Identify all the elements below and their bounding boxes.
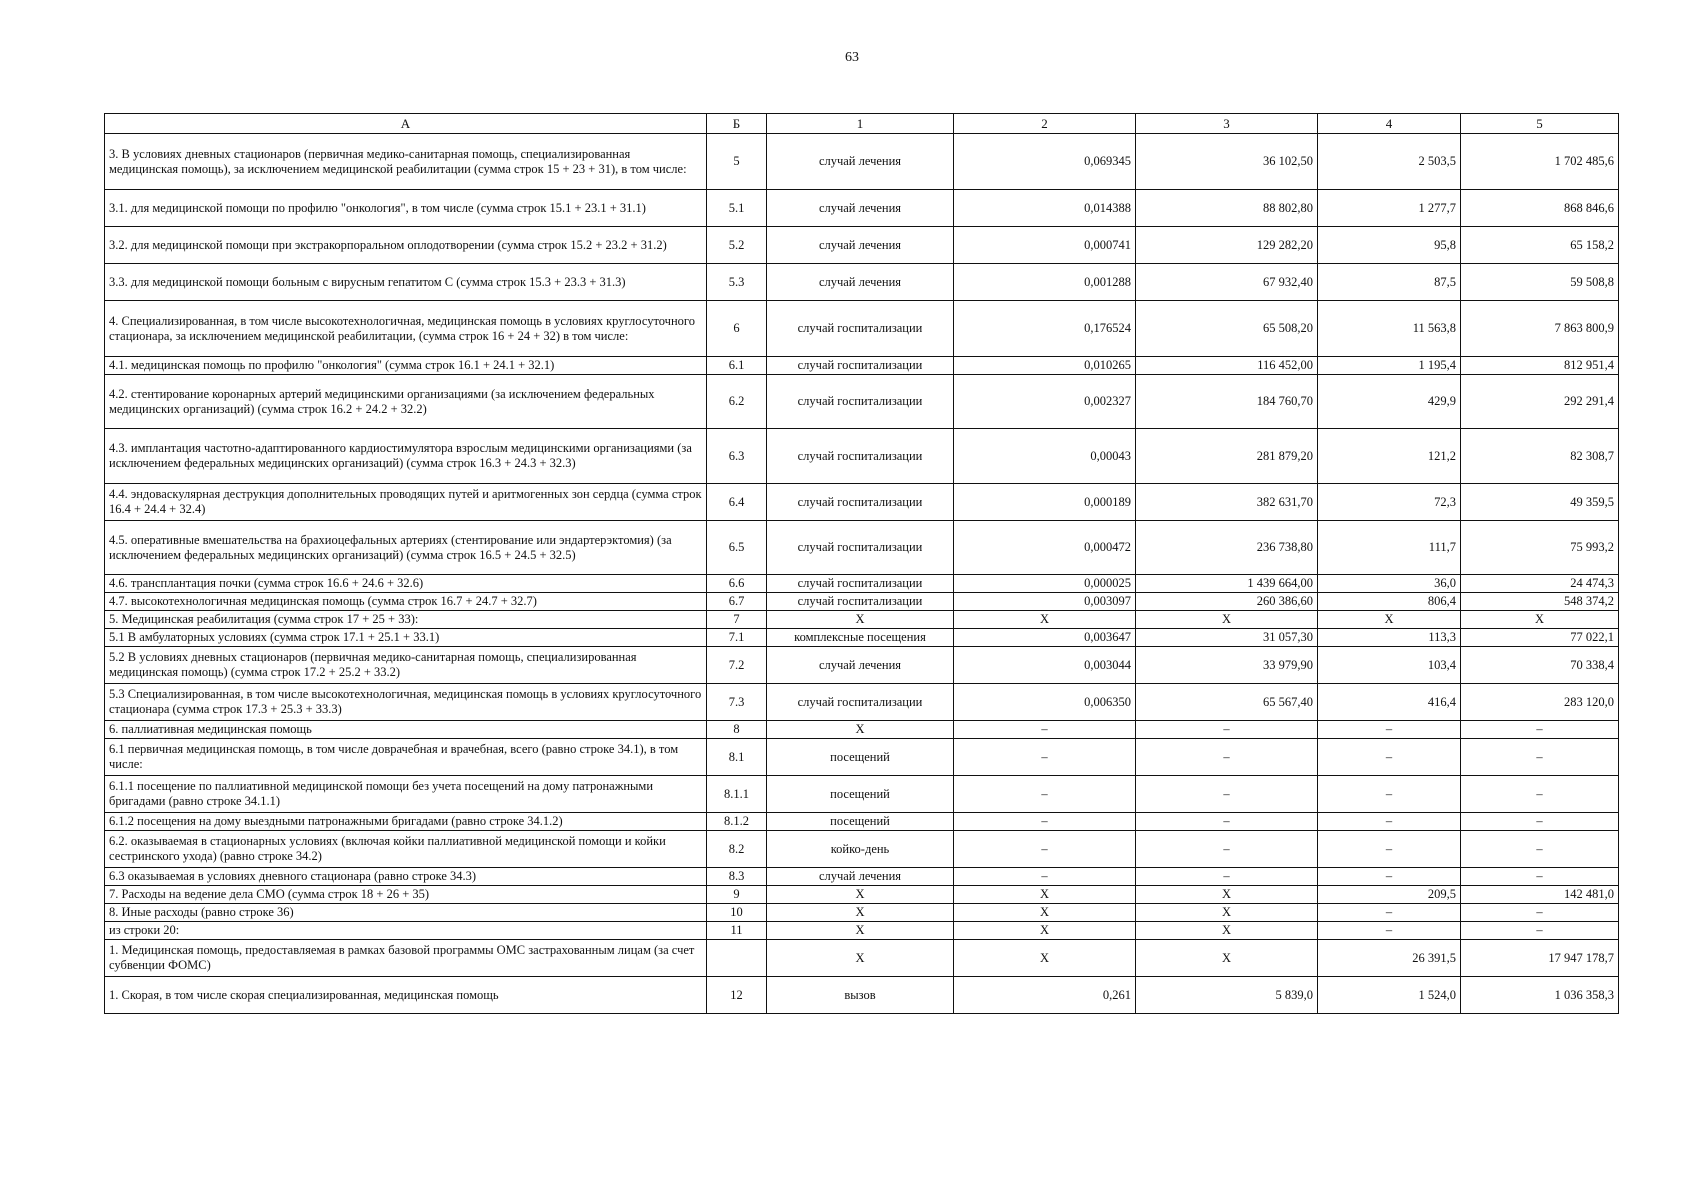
row-value-5: 82 308,7 (1461, 429, 1619, 484)
row-name: 3.3. для медицинской помощи больным с вирусным гепатитом С (сумма строк 15.3 + 23.3 + 31.3) (105, 264, 707, 301)
row-value-5: 7 863 800,9 (1461, 301, 1619, 357)
row-value-3: – (1136, 776, 1318, 813)
row-code: 7.2 (707, 647, 767, 684)
row-unit: Х (767, 611, 954, 629)
row-value-4: 429,9 (1318, 375, 1461, 429)
table-row (105, 721, 1619, 739)
table-row (105, 264, 1619, 301)
table-row (105, 521, 1619, 575)
row-name: 1. Медицинская помощь, предоставляемая в рамках базовой программы ОМС застрахованным лицам (за счет субвенции ФОМС) (105, 940, 707, 977)
row-value-5: – (1461, 922, 1619, 940)
row-value-3: 281 879,20 (1136, 429, 1318, 484)
table-row (105, 375, 1619, 429)
column-header: 5 (1461, 114, 1619, 134)
row-value-3: 129 282,20 (1136, 227, 1318, 264)
row-code: 5.1 (707, 190, 767, 227)
row-value-5: 1 036 358,3 (1461, 977, 1619, 1014)
table-row (105, 647, 1619, 684)
row-unit: случай госпитализации (767, 429, 954, 484)
row-value-3: – (1136, 831, 1318, 868)
row-value-3: 1 439 664,00 (1136, 575, 1318, 593)
row-value-4: – (1318, 922, 1461, 940)
row-code: 8.3 (707, 868, 767, 886)
row-unit: случай госпитализации (767, 593, 954, 611)
row-code: 7.1 (707, 629, 767, 647)
row-value-3: – (1136, 813, 1318, 831)
row-value-5: 17 947 178,7 (1461, 940, 1619, 977)
row-name: 5.1 В амбулаторных условиях (сумма строк 17.1 + 25.1 + 33.1) (105, 629, 707, 647)
row-value-5: – (1461, 739, 1619, 776)
row-name: 4.2. стентирование коронарных артерий медицинскими организациями (за исключением федеральных медицинских организаций) (сумма строк 16.2 + 24.2 + 32.2) (105, 375, 707, 429)
row-value-3: 116 452,00 (1136, 357, 1318, 375)
row-value-4: 806,4 (1318, 593, 1461, 611)
row-name: 6.3 оказываемая в условиях дневного стационара (равно строке 34.3) (105, 868, 707, 886)
row-value-3: 33 979,90 (1136, 647, 1318, 684)
row-unit: вызов (767, 977, 954, 1014)
row-value-4: 2 503,5 (1318, 134, 1461, 190)
row-name: 6. паллиативная медицинская помощь (105, 721, 707, 739)
row-value-2: 0,003044 (954, 647, 1136, 684)
column-header: 4 (1318, 114, 1461, 134)
table-row (105, 904, 1619, 922)
row-code (707, 940, 767, 977)
row-value-3: 382 631,70 (1136, 484, 1318, 521)
row-value-3: – (1136, 721, 1318, 739)
row-value-3: Х (1136, 940, 1318, 977)
table-row (105, 739, 1619, 776)
table-row (105, 593, 1619, 611)
row-unit: койко-день (767, 831, 954, 868)
row-value-4: – (1318, 721, 1461, 739)
row-unit: Х (767, 922, 954, 940)
row-unit: случай лечения (767, 190, 954, 227)
row-value-5: 812 951,4 (1461, 357, 1619, 375)
row-value-4: – (1318, 739, 1461, 776)
row-value-3: 5 839,0 (1136, 977, 1318, 1014)
row-value-4: 95,8 (1318, 227, 1461, 264)
row-value-5: 142 481,0 (1461, 886, 1619, 904)
table-row (105, 684, 1619, 721)
row-code: 8 (707, 721, 767, 739)
table-row (105, 886, 1619, 904)
page-number: 63 (845, 50, 859, 65)
row-value-4: 103,4 (1318, 647, 1461, 684)
row-value-5: 283 120,0 (1461, 684, 1619, 721)
column-header: 3 (1136, 114, 1318, 134)
row-value-4: 1 195,4 (1318, 357, 1461, 375)
row-value-5: 49 359,5 (1461, 484, 1619, 521)
row-name: 3.2. для медицинской помощи при экстракорпоральном оплодотворении (сумма строк 15.2 + 23.2 + 31.2) (105, 227, 707, 264)
table-row (105, 868, 1619, 886)
row-code: 10 (707, 904, 767, 922)
row-unit: случай лечения (767, 134, 954, 190)
row-value-5: 77 022,1 (1461, 629, 1619, 647)
row-value-3: 260 386,60 (1136, 593, 1318, 611)
row-value-2: 0,014388 (954, 190, 1136, 227)
row-value-2: 0,176524 (954, 301, 1136, 357)
row-name: 5.3 Специализированная, в том числе высокотехнологичная, медицинская помощь в условиях круглосуточного стационара (сумма строк 17.3 + 25.3 + 33.3) (105, 684, 707, 721)
row-value-5: 59 508,8 (1461, 264, 1619, 301)
row-value-3: 236 738,80 (1136, 521, 1318, 575)
row-unit: случай госпитализации (767, 301, 954, 357)
row-code: 8.1 (707, 739, 767, 776)
row-value-4: – (1318, 813, 1461, 831)
row-value-4: – (1318, 904, 1461, 922)
row-value-3: 67 932,40 (1136, 264, 1318, 301)
table-row (105, 357, 1619, 375)
table-row (105, 629, 1619, 647)
row-value-5: – (1461, 831, 1619, 868)
row-value-5: 292 291,4 (1461, 375, 1619, 429)
row-value-4: 121,2 (1318, 429, 1461, 484)
row-value-4: Х (1318, 611, 1461, 629)
row-value-2: 0,003647 (954, 629, 1136, 647)
row-name: 1. Скорая, в том числе скорая специализированная, медицинская помощь (105, 977, 707, 1014)
row-unit: посещений (767, 776, 954, 813)
row-code: 5.3 (707, 264, 767, 301)
table-row (105, 611, 1619, 629)
row-value-4: 72,3 (1318, 484, 1461, 521)
table-row (105, 940, 1619, 977)
row-code: 6 (707, 301, 767, 357)
row-name: 4.1. медицинская помощь по профилю "онкология" (сумма строк 16.1 + 24.1 + 32.1) (105, 357, 707, 375)
row-code: 9 (707, 886, 767, 904)
row-name: из строки 20: (105, 922, 707, 940)
row-value-5: – (1461, 868, 1619, 886)
row-value-3: 65 508,20 (1136, 301, 1318, 357)
row-code: 6.5 (707, 521, 767, 575)
row-code: 12 (707, 977, 767, 1014)
row-value-3: 88 802,80 (1136, 190, 1318, 227)
row-name: 7. Расходы на ведение дела СМО (сумма строк 18 + 26 + 35) (105, 886, 707, 904)
row-value-2: 0,010265 (954, 357, 1136, 375)
row-code: 8.2 (707, 831, 767, 868)
row-value-2: – (954, 868, 1136, 886)
row-name: 4.5. оперативные вмешательства на брахиоцефальных артериях (стентирование или эндартерэктомия) (за исключением федеральных медицинских организаций) (сумма строк 16.5 + 24.5 + 32.5) (105, 521, 707, 575)
row-name: 5.2 В условиях дневных стационаров (первичная медико-санитарная помощь, специализированная медицинская помощь) (сумма строк 17.2 + 25.2 + 33.2) (105, 647, 707, 684)
row-code: 5.2 (707, 227, 767, 264)
table-row (105, 429, 1619, 484)
row-value-5: 70 338,4 (1461, 647, 1619, 684)
row-value-4: 416,4 (1318, 684, 1461, 721)
row-name: 6.2. оказываемая в стационарных условиях (включая койки паллиативной медицинской помощи и койки сестринского ухода) (равно строке 34.2) (105, 831, 707, 868)
row-value-3: 31 057,30 (1136, 629, 1318, 647)
row-unit: случай госпитализации (767, 357, 954, 375)
row-unit: случай лечения (767, 647, 954, 684)
row-value-2: 0,006350 (954, 684, 1136, 721)
row-value-5: 868 846,6 (1461, 190, 1619, 227)
table-row (105, 922, 1619, 940)
row-value-2: 0,069345 (954, 134, 1136, 190)
row-unit: случай лечения (767, 868, 954, 886)
row-name: 6.1.2 посещения на дому выездными патронажными бригадами (равно строке 34.1.2) (105, 813, 707, 831)
row-value-3: Х (1136, 611, 1318, 629)
row-value-2: – (954, 739, 1136, 776)
row-name: 6.1 первичная медицинская помощь, в том числе доврачебная и врачебная, всего (равно строке 34.1), в том числе: (105, 739, 707, 776)
row-value-3: Х (1136, 904, 1318, 922)
row-code: 7 (707, 611, 767, 629)
table-row (105, 227, 1619, 264)
row-value-2: – (954, 721, 1136, 739)
row-value-5: 548 374,2 (1461, 593, 1619, 611)
row-value-4: 1 277,7 (1318, 190, 1461, 227)
row-value-2: – (954, 831, 1136, 868)
row-name: 4.4. эндоваскулярная деструкция дополнительных проводящих путей и аритмогенных зон сердца (сумма строк 16.4 + 24.4 + 32.4) (105, 484, 707, 521)
row-value-2: Х (954, 611, 1136, 629)
row-name: 4.3. имплантация частотно-адаптированного кардиостимулятора взрослым медицинскими организациями (за исключением федеральных медицинских организаций) (сумма строк 16.3 + 24.3 + 32.3) (105, 429, 707, 484)
row-value-4: 111,7 (1318, 521, 1461, 575)
row-value-2: Х (954, 922, 1136, 940)
table-row (105, 575, 1619, 593)
row-unit: посещений (767, 739, 954, 776)
row-value-5: – (1461, 721, 1619, 739)
row-value-3: Х (1136, 886, 1318, 904)
table-body (105, 134, 1619, 1014)
row-value-4: 26 391,5 (1318, 940, 1461, 977)
row-value-2: Х (954, 886, 1136, 904)
row-value-5: – (1461, 813, 1619, 831)
row-value-2: 0,000025 (954, 575, 1136, 593)
row-value-4: – (1318, 868, 1461, 886)
row-value-5: Х (1461, 611, 1619, 629)
row-unit: случай госпитализации (767, 521, 954, 575)
row-value-3: Х (1136, 922, 1318, 940)
row-code: 6.6 (707, 575, 767, 593)
table-row (105, 134, 1619, 190)
row-unit: Х (767, 940, 954, 977)
row-value-5: – (1461, 776, 1619, 813)
row-code: 8.1.2 (707, 813, 767, 831)
row-name: 4. Специализированная, в том числе высокотехнологичная, медицинская помощь в условиях круглосуточного стационара, за исключением медицинской реабилитации, (сумма строк 16 + 24 + 32) в том числе: (105, 301, 707, 357)
column-header: 2 (954, 114, 1136, 134)
table-row (105, 190, 1619, 227)
row-code: 7.3 (707, 684, 767, 721)
row-value-2: Х (954, 940, 1136, 977)
row-value-3: – (1136, 739, 1318, 776)
row-value-5: 75 993,2 (1461, 521, 1619, 575)
row-code: 6.7 (707, 593, 767, 611)
table-row (105, 977, 1619, 1014)
row-value-2: 0,000741 (954, 227, 1136, 264)
row-value-4: 87,5 (1318, 264, 1461, 301)
row-value-2: 0,000189 (954, 484, 1136, 521)
row-code: 8.1.1 (707, 776, 767, 813)
row-unit: Х (767, 904, 954, 922)
row-value-3: 65 567,40 (1136, 684, 1318, 721)
table-row (105, 484, 1619, 521)
row-value-4: 1 524,0 (1318, 977, 1461, 1014)
row-unit: случай госпитализации (767, 484, 954, 521)
row-value-4: – (1318, 776, 1461, 813)
row-unit: случай госпитализации (767, 575, 954, 593)
row-name: 4.7. высокотехнологичная медицинская помощь (сумма строк 16.7 + 24.7 + 32.7) (105, 593, 707, 611)
row-name: 4.6. трансплантация почки (сумма строк 16.6 + 24.6 + 32.6) (105, 575, 707, 593)
row-value-5: 65 158,2 (1461, 227, 1619, 264)
row-value-5: – (1461, 904, 1619, 922)
row-unit: случай лечения (767, 227, 954, 264)
row-code: 6.2 (707, 375, 767, 429)
row-code: 11 (707, 922, 767, 940)
row-value-2: – (954, 776, 1136, 813)
row-value-4: 209,5 (1318, 886, 1461, 904)
row-value-3: – (1136, 868, 1318, 886)
table-row (105, 301, 1619, 357)
row-code: 6.3 (707, 429, 767, 484)
row-unit: Х (767, 886, 954, 904)
table-row (105, 831, 1619, 868)
row-name: 8. Иные расходы (равно строке 36) (105, 904, 707, 922)
table-row (105, 813, 1619, 831)
table-row (105, 776, 1619, 813)
row-value-3: 36 102,50 (1136, 134, 1318, 190)
row-value-2: 0,003097 (954, 593, 1136, 611)
row-unit: посещений (767, 813, 954, 831)
row-value-4: 11 563,8 (1318, 301, 1461, 357)
row-value-2: 0,002327 (954, 375, 1136, 429)
row-value-2: 0,001288 (954, 264, 1136, 301)
column-header: 1 (767, 114, 954, 134)
row-unit: комплексные посещения (767, 629, 954, 647)
row-name: 3.1. для медицинской помощи по профилю "онкология", в том числе (сумма строк 15.1 + 23.1 + 31.1) (105, 190, 707, 227)
row-value-3: 184 760,70 (1136, 375, 1318, 429)
row-value-2: 0,261 (954, 977, 1136, 1014)
row-unit: случай госпитализации (767, 375, 954, 429)
row-value-2: – (954, 813, 1136, 831)
row-value-2: Х (954, 904, 1136, 922)
row-name: 3. В условиях дневных стационаров (первичная медико-санитарная помощь, специализированная медицинская помощь), за исключением медицинской реабилитации (сумма строк 15 + 23 + 31), в том числе: (105, 134, 707, 190)
column-header: Б (707, 114, 767, 134)
row-code: 6.4 (707, 484, 767, 521)
row-name: 6.1.1 посещение по паллиативной медицинской помощи без учета посещений на дому патронажными бригадами (равно строке 34.1.1) (105, 776, 707, 813)
row-value-5: 24 474,3 (1461, 575, 1619, 593)
row-value-4: 113,3 (1318, 629, 1461, 647)
row-unit: случай лечения (767, 264, 954, 301)
row-value-2: 0,00043 (954, 429, 1136, 484)
row-value-4: 36,0 (1318, 575, 1461, 593)
column-header: А (105, 114, 707, 134)
row-code: 5 (707, 134, 767, 190)
row-value-4: – (1318, 831, 1461, 868)
row-value-5: 1 702 485,6 (1461, 134, 1619, 190)
row-code: 6.1 (707, 357, 767, 375)
table-header (105, 114, 1619, 134)
row-unit: случай госпитализации (767, 684, 954, 721)
row-value-2: 0,000472 (954, 521, 1136, 575)
norms-table (104, 113, 1619, 1014)
row-name: 5. Медицинская реабилитация (сумма строк 17 + 25 + 33): (105, 611, 707, 629)
row-unit: Х (767, 721, 954, 739)
